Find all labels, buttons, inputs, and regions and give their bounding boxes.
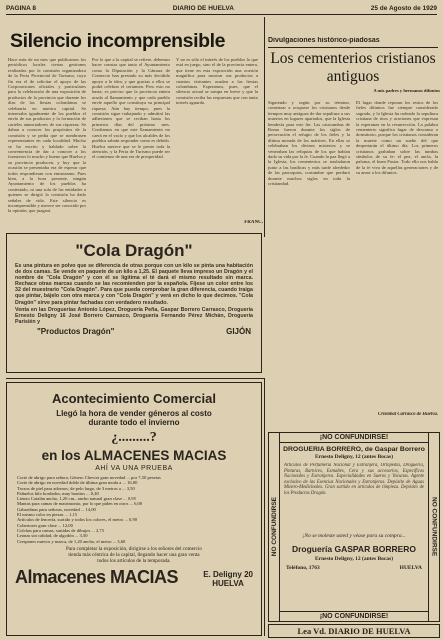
- macias-price-item: Leonas sin calidad, de algodón ... 3,50: [17, 533, 88, 539]
- footer-ad: [268, 624, 440, 638]
- left-article-signature: FRANC.: [244, 220, 263, 225]
- macias-title: Acontecimiento Comercial: [52, 391, 216, 406]
- cola-ad-dealers: Venta en las Droguerías Antonio López, Droguería Peña, Gaspar Borrero Carrasco, Droguería Ernesto Deligny 16 José Borrero Carrasco, Droguería Fernando Pérez Michán, Droguería Parisién y: [15, 306, 253, 325]
- macias-price-list: [17, 475, 251, 544]
- left-article-title: Silencio incomprensible: [10, 30, 226, 52]
- cola-ad-city: GIJÓN: [226, 326, 251, 336]
- cola-dragon-ad: [6, 233, 262, 373]
- footer-ad-text: Lea Vd. DIARIO DE HUELVA: [297, 626, 411, 636]
- macias-price-item: Colchas para camas, surtidas de dibujos ... 2,75: [17, 527, 105, 533]
- right-article-col2: El lugar donde reposan los restos de los fieles difuntos fue siempre considerado sagrado, y la Iglesia ha rodeado la sepultura cristiana de ritos y oraciones que expresan la esperanza en la resurrección. La palabra cementerio significa lugar de descanso o dormitorio, porque los cristianos consideran la muerte como un sueño del que despertarán el último día. Los primeros cristianos grababan sobre las tumbas símbolos de su fe: el pez, el ancla, la paloma, el buen Pastor. Todo ello nos habla de la fe viva de aquellas generaciones y de su amor a los difuntos.: [356, 100, 438, 176]
- newspaper-name: DIARIO DE HUELVA: [172, 4, 234, 12]
- macias-note3: todos los artículos de la temporada.: [97, 557, 171, 564]
- borrero-phone: Teléfono, 1763: [286, 565, 320, 571]
- macias-price-item: Corte de abrigo para señora, Género Cheviot gran novedad ... por 7,50 pesetas: [17, 475, 161, 480]
- borrero-footer-address: Ernesto Deligny, 12 (antes Bocas): [314, 556, 394, 562]
- macias-store-line: en los ALMACENES MACIAS: [41, 448, 227, 463]
- left-article-col1: Hace más de un mes que publicamos los periódicos locales ciertas gestiones realizadas por la comisión organizadora de la Feria Provincial de Turismo, cuyo fin era el de solicitar el apoyo de las Corporaciones oficiales y particulares para la celebración de una exposición de productos de la provincia que durante los días de las fiestas colombinas se celebraría en nuestra capital. Se interesaba igualmente de los pueblos el envío de sus productos y la formación de carteles anunciadores de sus riquezas. Se daban a conocer los propósitos de la comisión y se pedía que se nombrasen representantes en cada localidad. Mucho se ha escrito y hablado sobre la conveniencia de dar a conocer a los forasteros lo mucho y bueno que Huelva y su provincia producen, y hoy que la ocasión se presentaba era de esperar que todos respondieran con entusiasmo. Pues bien, a la hora presente, ningún Ayuntamiento de los pueblos ha contestado, ni una sola de las entidades a quienes se dirigió la comisión ha dado señales de vida. Este silencio es incomprensible y merece ser conocido por la opinión, que juzgará.: [8, 57, 86, 214]
- right-article-section: Divulgaciones histórico-piadosas: [268, 37, 380, 44]
- macias-where: ¿.........?: [111, 430, 157, 445]
- macias-price-item: Artículos de lencería, surtido y todos los colores, el metro ... 0,90: [17, 517, 138, 523]
- macias-proof: AHÍ VA UNA PRUEBA: [95, 465, 173, 472]
- macias-brand: Almacenes MACIAS: [15, 566, 179, 587]
- left-article-col3: Y no es sólo el interés de los pueblos lo que está en juego, sino el de la provincia entera, que tiene en esta exposición una ocasión magnífica para mostrar sus productos a cuantos visitantes acudan a las fiestas colombinas. Esperamos, pues, que el silencio actual se rompa en breve y que la comisión reciba las respuestas que con tanto interés aguarda.: [176, 57, 258, 106]
- borrero-title: DROGUERIA BORRERO, de Gaspar Borrero: [283, 446, 425, 453]
- macias-sub2: durante todo el invierno: [88, 418, 180, 427]
- macias-note2: tienda más céntrica de la capital, llegando hacer una gran venta: [68, 551, 200, 558]
- borrero-city: HUELVA: [399, 565, 422, 571]
- borrero-top-banner: ¡NO CONFUNDIRSE!: [280, 433, 428, 443]
- macias-city: HUELVA: [212, 578, 244, 588]
- borrero-slogan: ¡No se moleste usted y véase para su compra...: [302, 533, 406, 539]
- macias-sub1: Llegó la hora de vender géneros al costo: [56, 409, 212, 418]
- page-number: PAGINA 8: [6, 4, 36, 12]
- macias-price-item: Mantas para camas de matrimonio, por lo que piden en otros ... 6,00: [17, 501, 143, 507]
- right-article-signature: Cristóbal Carrasco de Huelva.: [378, 412, 438, 417]
- right-article-title: Los cementerios cristianos antiguos: [270, 50, 436, 85]
- borrero-ad: [268, 432, 440, 622]
- borrero-bottom-banner: ¡NO CONFUNDIRSE!: [280, 611, 428, 621]
- right-article-subtitle: A mis padres y hermanos difuntos: [373, 88, 440, 93]
- macias-ad: [6, 382, 262, 636]
- borrero-side-left: NO CONFUNDIRSE: [270, 497, 278, 557]
- borrero-side-right: NO CONFUNDIRSE: [430, 497, 438, 557]
- page-date: 25 de Agosto de 1929: [370, 4, 437, 12]
- macias-address: E. Deligny 20: [203, 569, 253, 579]
- macias-price-item: El mismo color en piezas ... 1,15: [17, 512, 78, 518]
- macias-price-item: Trozos de piel para adornos, de pelo largo, de 3 metros a ... 3,50: [17, 485, 135, 491]
- right-article-col1: Siguiendo y según por su término, comenzar a ocuparse los cristianos desde tiempos muy antiguos de dar sepultura a sus muertos en lugares apartados, que la Iglesia bendecía para este fin. Las catacumbas de Roma fueron durante los siglos de persecución el refugio de los fieles y la última morada de los mártires. En ellas se celebraban los divinos misterios y se veneraban las reliquias de los que habían dado su vida por la fe. Cuando la paz llegó a la Iglesia, los cementerios se trasladaron junto a las basílicas y más tarde alrededor de las parroquias, costumbre que perduró durante muchos siglos en toda la cristiandad.: [268, 100, 350, 187]
- macias-price-item: Pañuelos hilo bordados, muy bonitos ... 0,40: [17, 490, 99, 496]
- cola-ad-brand: "Productos Dragón": [37, 326, 115, 336]
- macias-price-item: Cobertores gran clase ... 12,00: [17, 522, 73, 528]
- cola-ad-title: "Cola Dragón": [75, 241, 193, 260]
- macias-price-item: Lienzo Catalán ancho, 1,20 cm., ancho natural gran clase ... 0,95: [17, 496, 136, 502]
- left-article-col2: Por lo que a la capital se refiere, debemos hacer constar que tanto el Ayuntamiento como la Diputación y la Cámara de Comercio han prestado su más decidido apoyo a la idea, y que gracias a ellos se podrá celebrar el certamen. Pero esto no basta; es preciso que la provincia entera acuda al llamamiento y que cada pueblo envíe aquello que constituya su principal riqueza. Aún hay tiempo, pues la comisión sigue trabajando y admitirá las adhesiones que se reciban hasta los primeros días del próximo mes. Confiamos en que este llamamiento no caerá en el vacío y que los alcaldes de los pueblos sabrán responder como es debido. Huelva merece que se le preste toda la atención, y la Feria de Turismo puede ser el comienzo de una era de prosperidad.: [92, 57, 170, 160]
- macias-note1: Para completar la exposición, dirigirse a los señores del comercio: [66, 545, 202, 552]
- cola-ad-text: Es una pintura en polvo que se diferencia de otras porque con un kilo se pinta una habitación de dos camas. Se vende en paquete de un kilo a 1,25. El paquete lleva impreso un Dragón y el nombre de "Cola Dragón" y con él se ligitima el té dará el mismo resultado sin marca. Rechace otras marcas cuando se las recomienden por la española. Fíjese un color entre los 32 del muestrario "Cola Dragón". Para que pueda comprobar la gran diferencia, cuando traiga que pintar, bájelo con otra marca y con "Cola Dragón" y verá en dicho lo que decimos. "Cola Dragón" sirve para pintar fachadas con verdadero resultado.: [15, 263, 253, 306]
- borrero-footer-title: Droguería GASPAR BORRERO: [291, 544, 417, 554]
- macias-price-item: Corte de abrigo en novedad doble de última gran moda a ... 16,00: [17, 480, 138, 486]
- macias-price-item: Crespones nuevos y marca, de 1,20 ancho, el metro ... 3,60: [17, 538, 126, 544]
- borrero-address: Ernesto Deligny, 12 (antes Bocas): [314, 454, 394, 460]
- borrero-body: Artículos de Perfumería Nacional y Extranjera, Ortopedia, Droguería, Pinturas, Barnices, Esmaltes, Cera y sus accesorios, Específicos Nacionales y Extranjeros. Especialidades en Sueros y Vacunas. Agente exclusivo de las Esencias Nacionales y Extranjeras. Depósito de Aguas Minero-Medicinales. Gran surtido en artículos de limpieza. Depósito de los Productos Dragón.: [284, 463, 424, 496]
- macias-price-item: Gabardinas para señoras, novedad ... 14,00: [17, 506, 96, 512]
- page-header: [6, 3, 437, 15]
